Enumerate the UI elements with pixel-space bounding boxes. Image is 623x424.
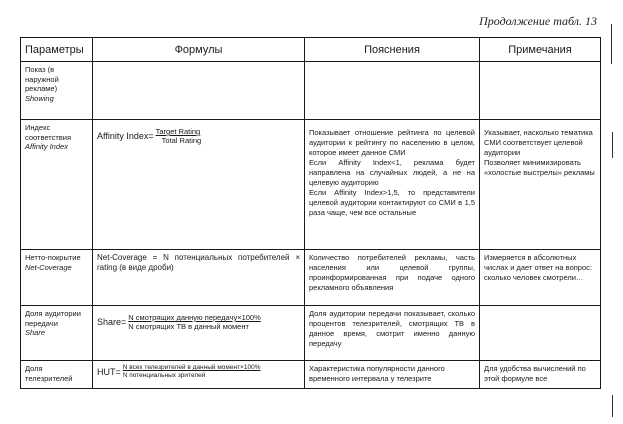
param-name: Доля аудитории передачи (25, 309, 81, 328)
param-cell (21, 62, 93, 120)
table-row (21, 306, 601, 361)
hut-formula (97, 364, 300, 380)
formula-lhs: HUT= (97, 366, 121, 377)
note-text: Измеряется в абсолютных числах и дает ответ на вопрос: сколько человек смотрели… (484, 253, 592, 282)
parameters-table (20, 37, 601, 389)
header-explanations: Пояснения (305, 38, 480, 62)
page-edge-mark (612, 132, 613, 158)
note-cell (480, 62, 601, 120)
table-row (21, 62, 601, 120)
formula-cell (93, 361, 305, 389)
formula-numerator: N смотрящих данную передачу×100% (128, 313, 261, 322)
affinity-formula (97, 123, 300, 145)
formula-fraction (128, 313, 261, 331)
param-english: Net-Coverage (25, 262, 72, 272)
table-row (21, 361, 601, 389)
explanation-text: Количество потребителей рекламы, часть населения или целевой группы, проинформированная при подаче одного рекламного объявления (309, 253, 475, 292)
formula-cell (93, 250, 305, 306)
table-header-row (21, 38, 601, 62)
formula-denominator: N потенциальных зрителей (122, 372, 206, 379)
param-name: Показ (в наружной рекламе) (25, 65, 59, 93)
param-name: Индекс соответствия (25, 123, 72, 142)
explanation-cell (305, 361, 480, 389)
net-coverage-formula: Net-Coverage = N потенциальных потребителей × rating (в виде дроби) (97, 253, 300, 272)
formula-denominator: N смотрящих ТВ в данный момент (128, 322, 249, 331)
table-row (21, 120, 601, 250)
param-cell (21, 250, 93, 306)
formula-numerator: Target Rating (155, 127, 201, 136)
header-notes: Примечания (480, 38, 601, 62)
note-cell (480, 250, 601, 306)
table-row (21, 250, 601, 306)
param-name: Доля телезрителей (25, 364, 73, 383)
formula-fraction (123, 364, 261, 380)
formula-cell (93, 120, 305, 250)
param-english: Showing (25, 93, 54, 103)
note-text: Для удобства вычислений по этой формуле все (484, 364, 586, 383)
param-english: Affinity Index (25, 142, 68, 151)
param-english: Share (25, 328, 46, 337)
explanation-cell (305, 306, 480, 361)
formula-fraction (156, 127, 202, 145)
note-cell (480, 306, 601, 361)
explanation-cell (305, 120, 480, 250)
explanation-cell (305, 62, 480, 120)
header-formulas: Формулы (93, 38, 305, 62)
note-cell (480, 361, 601, 389)
formula-lhs: Affinity Index= (97, 130, 154, 141)
explanation-text: Показывает отношение рейтинга по целевой аудитории к рейтингу по населению в целом, которое имеет данное СМИ Если Affinity Index<1, реклама будет направлена на случайных людей, а не на целевую аудиторию Если Affinity Index>1,5, то представители целевой аудитории контактируют со СМИ в 1,5 раза чаще, чем все остальные (309, 128, 475, 217)
formula-cell (93, 306, 305, 361)
param-name: Нетто-покрытие (25, 253, 81, 262)
page-edge-mark (612, 395, 613, 417)
explanation-text: Доля аудитории передачи показывает, сколько процентов телезрителей, смотрящих ТВ в данное время, смотрит именно данную передачу (309, 309, 475, 348)
formula-cell (93, 62, 305, 120)
note-text: Указывает, насколько тематика СМИ соответствует целевой аудитории Позволяет минимизировать «холостые выстрелы» рекламы (484, 128, 595, 177)
explanation-cell (305, 250, 480, 306)
param-cell (21, 306, 93, 361)
explanation-text: Характеристика популярности данного временного интервала у телезрите (309, 364, 445, 383)
header-parameters: Параметры (21, 38, 93, 62)
table-caption: Продолжение табл. 13 (479, 14, 597, 28)
note-cell (480, 120, 601, 250)
formula-denominator: Total Rating (161, 136, 202, 145)
formula-numerator: N всех телезрителей в данный момент×100% (122, 364, 261, 371)
share-formula (97, 309, 300, 331)
page-edge-mark (611, 24, 612, 64)
formula-lhs: Share= (97, 316, 127, 327)
param-cell (21, 120, 93, 250)
param-cell (21, 361, 93, 389)
